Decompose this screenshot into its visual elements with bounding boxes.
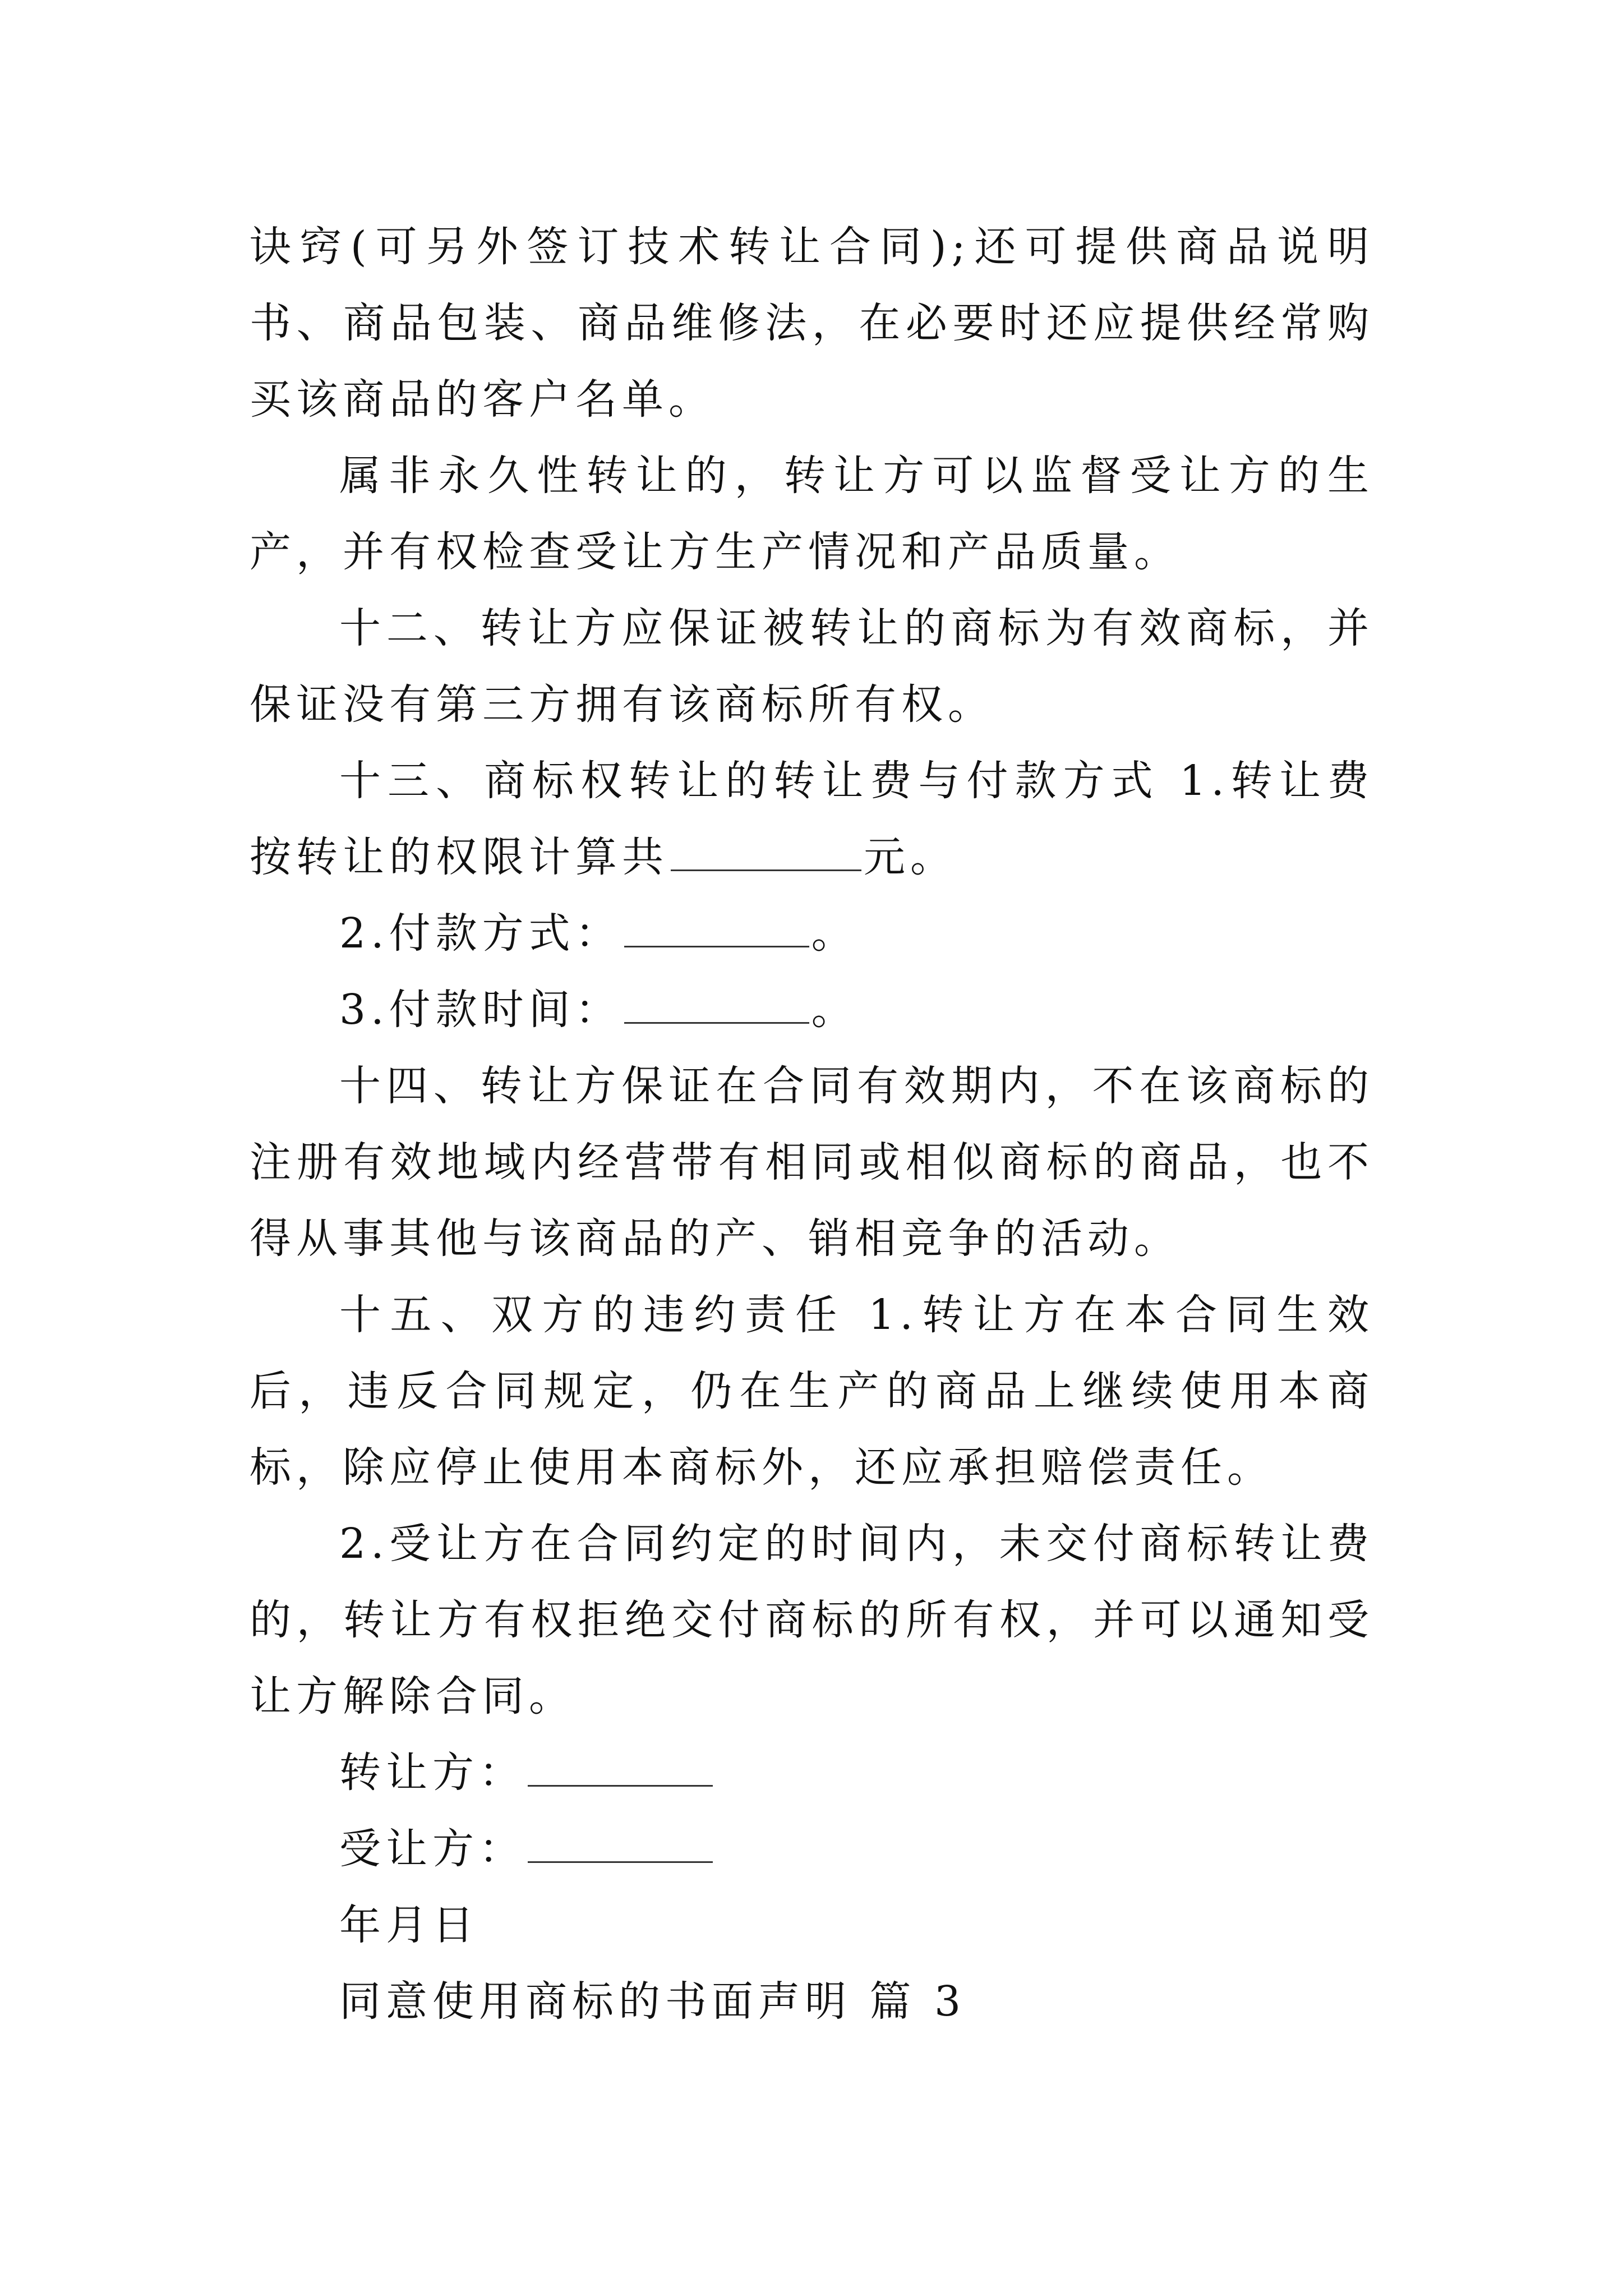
transferor-blank — [528, 1751, 713, 1787]
clause-14: 十四、转让方保证在合同有效期内，不在该商标的注册有效地域内经营带有相同或相似商标的商品，也不得从事其他与该商品的产、销相竞争的活动。 — [250, 1062, 1374, 1263]
transferor-label: 转让方： — [339, 1749, 525, 1797]
payment-method-blank — [624, 912, 809, 947]
clause-13 — [250, 743, 1374, 895]
clause-13-text: 十三、商标权转让的转让费与付款方式 1.转让费按转让的权限计算共 — [250, 757, 1374, 881]
next-section-heading: 同意使用商标的书面声明 篇 3 — [339, 1977, 966, 2026]
payment-time-line — [250, 972, 1374, 1048]
transferee-signature-line — [250, 1811, 1374, 1887]
paragraph-supervision: 属非永久性转让的，转让方可以监督受让方的生产，并有权检查受让方生产情况和产品质量。 — [250, 452, 1374, 576]
document-body — [250, 209, 1374, 2040]
clause-15-item-2: 2.受让方在合同约定的时间内，未交付商标转让费的，转让方有权拒绝交付商标的所有权，并可以通知受让方解除合同。 — [250, 1520, 1374, 1720]
clause-12: 十二、转让方应保证被转让的商标为有效商标，并保证没有第三方拥有该商标所有权。 — [250, 604, 1374, 729]
payment-time-end: 。 — [811, 986, 858, 1034]
fee-amount-blank — [671, 836, 861, 871]
clause-13-end: 元。 — [864, 833, 957, 881]
transferee-label: 受让方： — [339, 1825, 525, 1873]
clause-15: 十五、双方的违约责任 1.转让方在本合同生效后，违反合同规定，仍在生产的商品上继续使用本商标，除应停止使用本商标外，还应承担赔偿责任。 — [250, 1291, 1374, 1492]
payment-time-label: 3.付款时间： — [339, 986, 622, 1034]
transferee-blank — [528, 1828, 713, 1863]
payment-method-label: 2.付款方式： — [339, 909, 622, 958]
payment-method-end: 。 — [811, 909, 858, 958]
date-line: 年月日 — [339, 1901, 479, 1949]
payment-time-blank — [624, 988, 809, 1024]
payment-method-line — [250, 895, 1374, 972]
paragraph-continuation: 诀窍(可另外签订技术转让合同);还可提供商品说明书、商品包装、商品维修法，在必要时还应提供经常购买该商品的客户名单。 — [250, 223, 1374, 424]
transferor-signature-line — [250, 1734, 1374, 1811]
